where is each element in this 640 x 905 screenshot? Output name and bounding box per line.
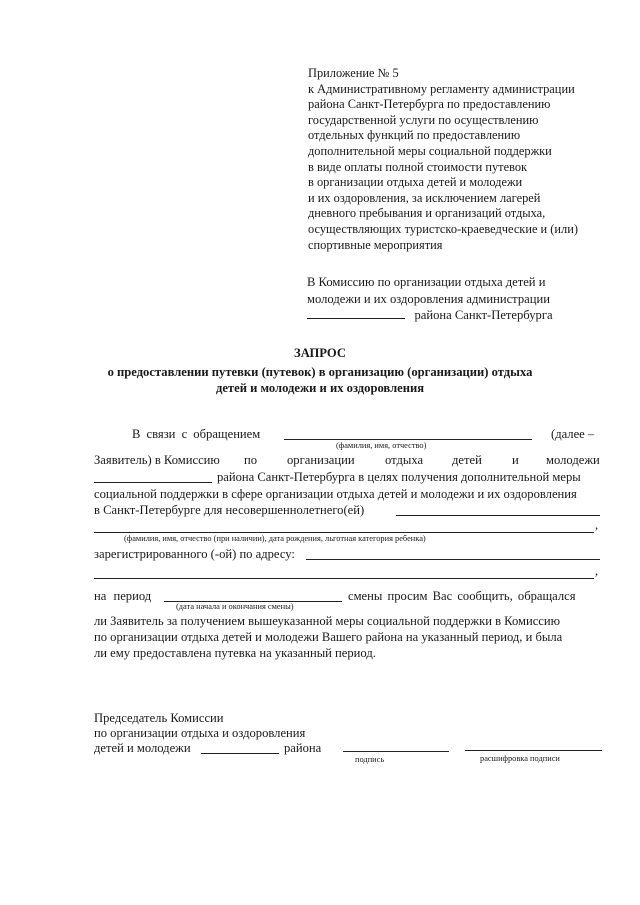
address-field-full[interactable]: [94, 578, 594, 579]
appendix-line: Приложение № 5: [308, 66, 399, 80]
appendix-line: спортивные мероприятия: [308, 237, 443, 252]
appendix-line: дневного пребывания и организаций отдыха,: [308, 206, 546, 221]
hint-dates: (дата начала и окончания смены): [176, 602, 294, 611]
request-intro-end: (далее –: [551, 427, 595, 441]
p2-word: детей: [452, 453, 482, 467]
document-heading: ЗАПРОС: [294, 346, 346, 360]
hint-fio: (фамилия, имя, отчество): [336, 441, 427, 450]
comma-1: ,: [595, 518, 599, 532]
appendix-line: отдельных функций по предоставлению: [308, 128, 521, 143]
appendix-line: в виде оплаты полной стоимости путевок: [308, 159, 528, 174]
p10-text: ли Заявитель за получением вышеуказанной меры социальной поддержки в Комиссию: [94, 614, 561, 628]
p4-text: социальной поддержки в сфере организации отдыха детей и молодежи и их оздоровления: [94, 487, 577, 501]
p2-word: молодежи: [546, 453, 600, 467]
address-field-inline[interactable]: [306, 559, 600, 560]
addressee-block: [307, 274, 553, 324]
p3-text: района Санкт-Петербурга в целях получения дополнительной меры: [217, 470, 581, 484]
request-intro-text: В связи с обращением: [132, 427, 261, 441]
p12-text: ли ему предоставлена путевка на указанный период.: [94, 646, 376, 660]
child-field-inline[interactable]: [396, 515, 600, 516]
period-text-end: смены просим Вас сообщить, обращался: [348, 589, 576, 603]
addressee-line-1: В Комиссию по организации отдыха детей и: [307, 275, 546, 289]
district-blank-field[interactable]: [307, 307, 405, 319]
appendix-line: района Санкт-Петербурга по предоставлению: [308, 97, 551, 112]
appendix-line: дополнительной меры социальной поддержки: [308, 143, 552, 158]
p5-text: в Санкт-Петербурге для несовершеннолетнего(ей): [94, 503, 365, 517]
p2-word: организации: [287, 453, 355, 467]
addressee-district-label: района Санкт-Петербурга: [414, 308, 553, 322]
period-label: на период: [94, 589, 152, 603]
p2-word: по: [244, 453, 258, 467]
appendix-line: и их оздоровления, за исключением лагерей: [308, 190, 541, 205]
appendix-line: осуществляющих туристско-краеведческие и (или): [308, 221, 578, 236]
appendix-line: государственной услуги по осуществлению: [308, 112, 539, 127]
signature-decode-field[interactable]: [465, 750, 602, 751]
address-label: зарегистрированного (-ой) по адресу:: [94, 547, 295, 561]
hint-signature: подпись: [355, 755, 385, 764]
p11-text: по организации отдыха детей и молодежи Вашего района на указанный период, и была: [94, 630, 563, 644]
document-title-line-2: детей и молодежи и их оздоровления: [215, 381, 425, 395]
signature-title-1: Председатель Комиссии: [94, 711, 224, 725]
comma-2: ,: [595, 564, 599, 578]
signature-district-label: района: [284, 741, 322, 755]
hint-child: (фамилия, имя, отчество (при наличии), дата рождения, льготная категория ребенка): [124, 534, 426, 543]
p2-word: Заявитель) в Комиссию: [94, 453, 220, 467]
p2-word: отдыха: [385, 453, 424, 467]
addressee-line-3: [307, 307, 553, 324]
signature-field[interactable]: [343, 751, 449, 752]
district-field[interactable]: [94, 482, 212, 483]
applicant-name-field[interactable]: [284, 439, 532, 440]
signature-title-3: детей и молодежи: [94, 741, 191, 755]
appendix-block: [308, 66, 578, 253]
signature-district-field[interactable]: [201, 753, 279, 754]
hint-signature-decode: расшифровка подписи: [480, 754, 560, 763]
child-field-full[interactable]: [94, 532, 594, 533]
signature-title-2: по организации отдыха и оздоровления: [94, 726, 306, 740]
appendix-line: в организации отдыха детей и молодежи: [308, 175, 523, 190]
addressee-line-2: молодежи и их оздоровления администрации: [307, 291, 550, 306]
p2-word: и: [512, 453, 519, 467]
document-title-line-1: о предоставлении путевки (путевок) в организацию (организации) отдыха: [107, 365, 533, 379]
appendix-line: к Административному регламенту администрации: [308, 81, 575, 96]
